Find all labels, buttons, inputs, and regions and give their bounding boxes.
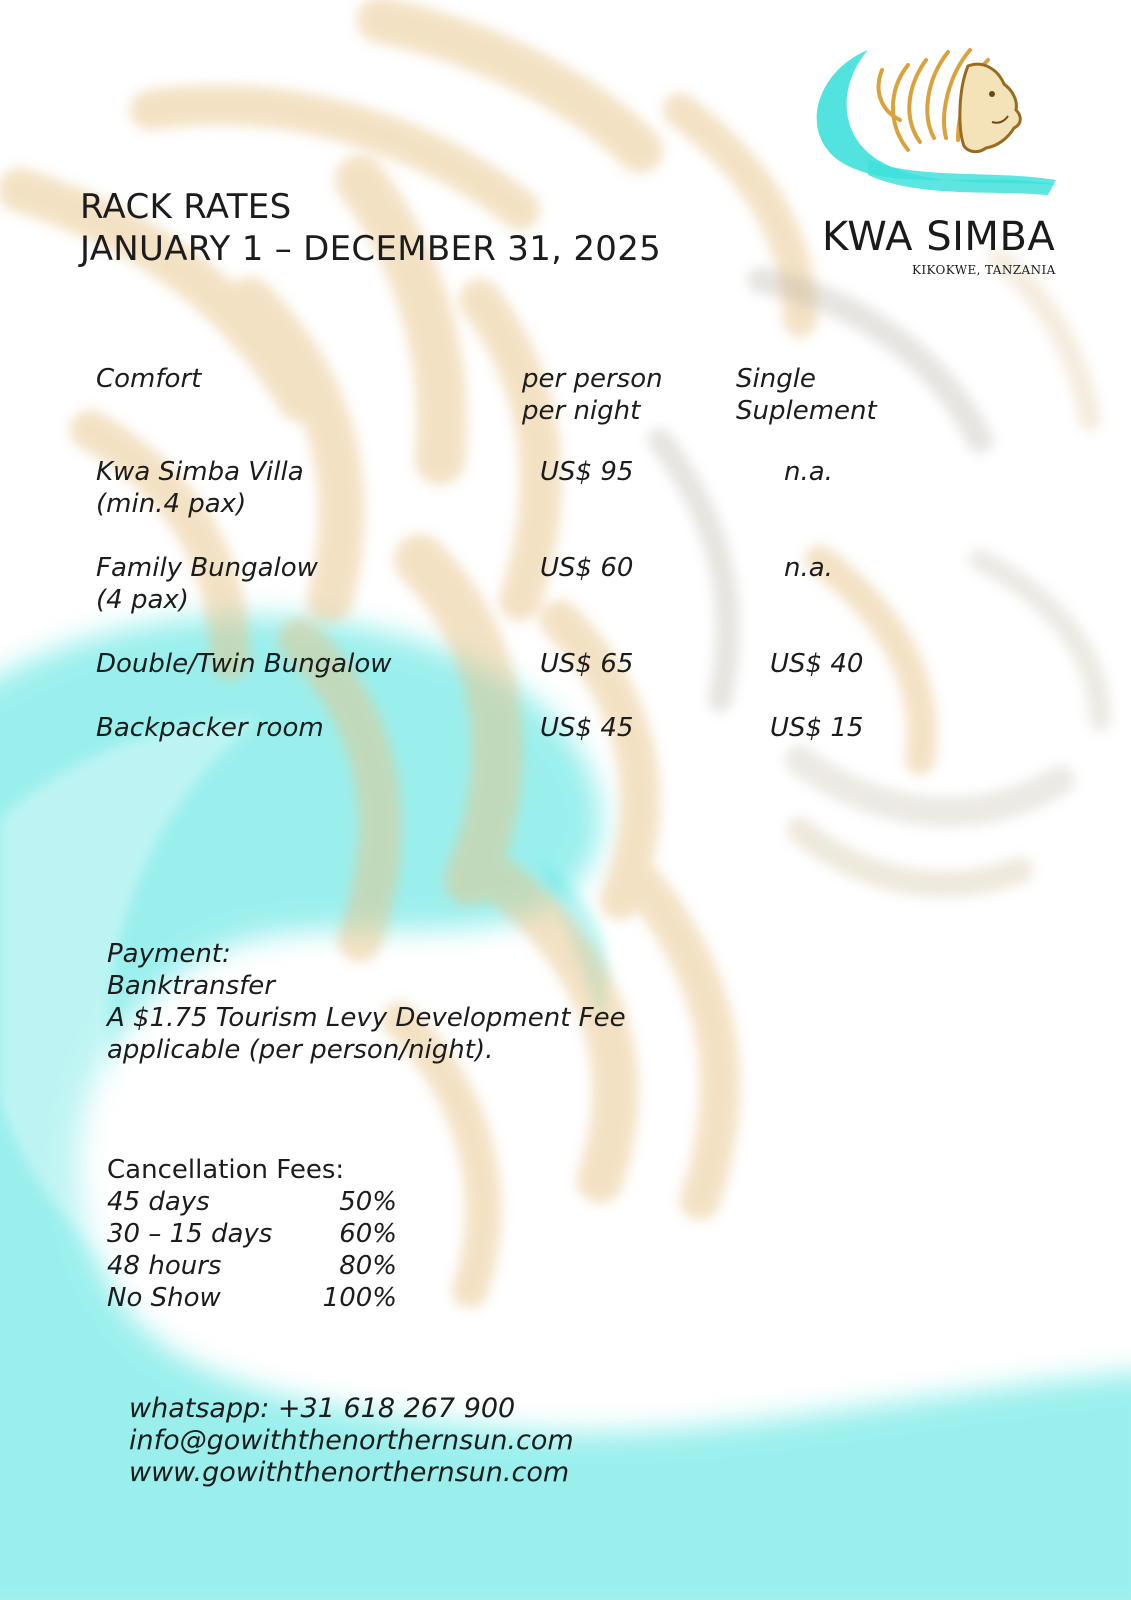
payment-method: Banktransfer — [107, 971, 275, 1001]
header-supplement: Suplement — [736, 396, 877, 426]
payment-heading: Payment: — [107, 939, 231, 969]
row-family-note: (4 pax) — [96, 585, 189, 615]
row-family-single: n.a. — [784, 553, 833, 583]
cancellation-row — [107, 1218, 397, 1250]
cancellation-period: 45 days — [107, 1187, 210, 1217]
header-per-person: per person — [522, 364, 663, 394]
cancellation-fee: 60% — [339, 1219, 397, 1249]
header-single: Single — [736, 364, 816, 394]
row-family-price: US$ 60 — [540, 553, 634, 583]
row-family-name: Family Bungalow — [96, 553, 318, 583]
lion-head-icon — [808, 30, 1078, 220]
header-comfort: Comfort — [96, 364, 202, 394]
row-villa-price: US$ 95 — [540, 457, 634, 487]
whatsapp-contact: whatsapp: +31 618 267 900 — [129, 1393, 516, 1424]
row-villa-single: n.a. — [784, 457, 833, 487]
row-double-name: Double/Twin Bungalow — [96, 649, 392, 679]
row-backpacker-price: US$ 45 — [540, 713, 634, 743]
row-backpacker-single: US$ 15 — [770, 713, 864, 743]
cancellation-fee: 100% — [322, 1283, 397, 1313]
header-per-night: per night — [522, 396, 641, 426]
cancellation-period: No Show — [107, 1283, 221, 1313]
email-contact: info@gowiththenorthernsun.com — [129, 1425, 574, 1456]
cancellation-heading: Cancellation Fees: — [107, 1155, 345, 1185]
contact-section — [129, 1393, 574, 1489]
brand-location: KIKOKWE, TANZANIA — [912, 263, 1056, 277]
page-title — [80, 186, 661, 270]
cancellation-section — [107, 1154, 397, 1314]
cancellation-fee: 50% — [339, 1187, 397, 1217]
cancellation-period: 48 hours — [107, 1251, 222, 1281]
cancellation-row — [107, 1186, 397, 1218]
brand-logo — [808, 30, 1078, 277]
cancellation-fee: 80% — [339, 1251, 397, 1281]
brand-name: KWA SIMBA — [822, 214, 1056, 260]
row-villa-note: (min.4 pax) — [96, 489, 247, 519]
payment-section — [107, 938, 626, 1066]
cancellation-period: 30 – 15 days — [107, 1219, 273, 1249]
row-double-price: US$ 65 — [540, 649, 634, 679]
title-line-1: RACK RATES — [80, 187, 292, 227]
website-contact: www.gowiththenorthernsun.com — [129, 1457, 570, 1488]
levy-line-1: A $1.75 Tourism Levy Development Fee — [107, 1003, 626, 1033]
row-villa-name: Kwa Simba Villa — [96, 457, 304, 487]
title-line-2: JANUARY 1 – DECEMBER 31, 2025 — [80, 229, 662, 269]
levy-line-2: applicable (per person/night). — [107, 1035, 494, 1065]
cancellation-row — [107, 1250, 397, 1282]
row-double-single: US$ 40 — [770, 649, 864, 679]
row-backpacker-name: Backpacker room — [96, 713, 324, 743]
cancellation-row — [107, 1282, 397, 1314]
